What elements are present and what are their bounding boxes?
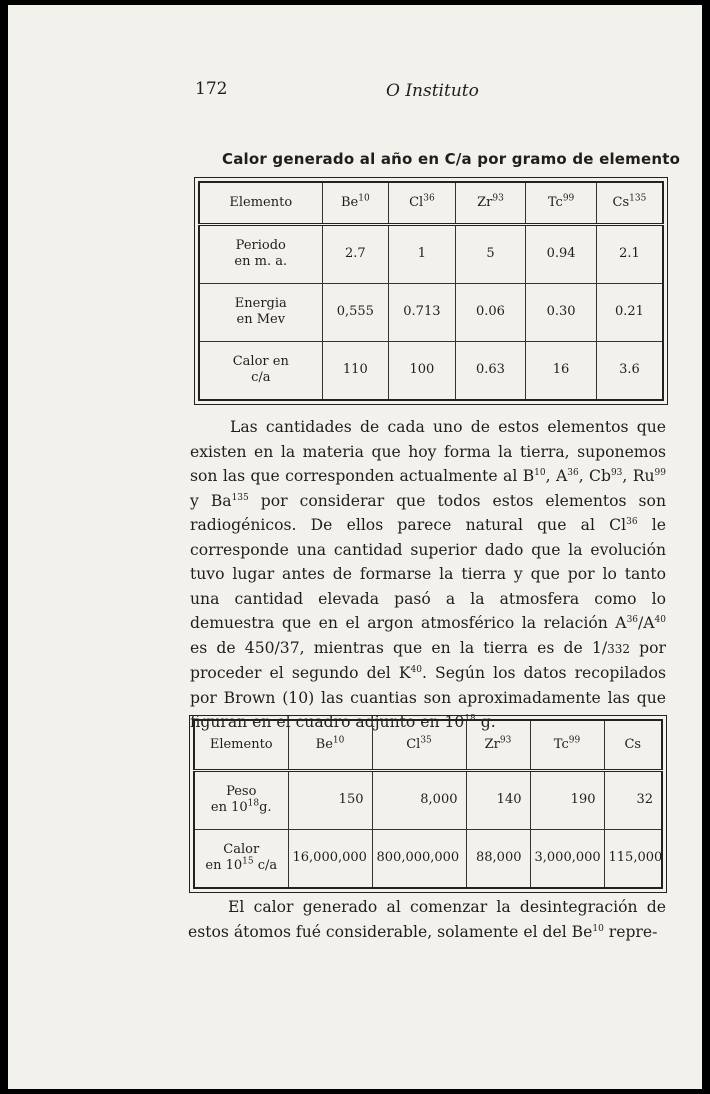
- page-header: [8, 79, 702, 103]
- row-label: Periodo en m. a.: [199, 224, 322, 283]
- cell: 110: [322, 341, 389, 400]
- table1-col-zr: Zr$^{93}$: [455, 182, 526, 224]
- cell: 2.7: [322, 224, 389, 283]
- table-row: [199, 283, 663, 341]
- document-page: [8, 5, 702, 1089]
- cell: 0.63: [455, 341, 526, 400]
- table-row: [199, 224, 663, 283]
- row-label: Calor en $10^{15}$ c/a: [194, 829, 288, 888]
- cell: 32: [604, 770, 662, 829]
- cell: 2.1: [596, 224, 663, 283]
- cell: 100: [389, 341, 456, 400]
- table-row: [194, 829, 662, 888]
- table1-caption: Calor generado al año en C/a por gramo de elemento: [222, 150, 681, 168]
- page-number: 172: [195, 79, 228, 99]
- cell: 16: [526, 341, 597, 400]
- table2: [189, 715, 667, 893]
- cell: 88,000: [466, 829, 530, 888]
- cell: 150: [288, 770, 372, 829]
- table1-col-be: Be$^{10}$: [322, 182, 389, 224]
- cell: 190: [530, 770, 604, 829]
- table-row: [194, 770, 662, 829]
- cell: 5: [455, 224, 526, 283]
- cell: 0.06: [455, 283, 526, 341]
- cell: 800,000,000: [372, 829, 466, 888]
- cell: 3.6: [596, 341, 663, 400]
- cell: 1: [389, 224, 456, 283]
- row-label: Energia en Mev: [199, 283, 322, 341]
- running-title: O Instituto: [386, 81, 479, 101]
- table2-header-label: Elemento: [194, 720, 288, 770]
- table2-col-cl: Cl$^{35}$: [372, 720, 466, 770]
- body-paragraph-2: El calor generado al comenzar la desintegración de estos átomos fué considerable, solamente el del Be$^{10}$ repre-: [188, 898, 666, 941]
- cell: 0,555: [322, 283, 389, 341]
- table2-col-tc: Tc$^{99}$: [530, 720, 604, 770]
- cell: 0.713: [389, 283, 456, 341]
- table1: [194, 177, 668, 405]
- table1-header-row: [199, 182, 663, 224]
- table2-header-row: [194, 720, 662, 770]
- cell: 8,000: [372, 770, 466, 829]
- row-label: Peso en $10^{18}g$.: [194, 770, 288, 829]
- table-row: [199, 341, 663, 400]
- body-paragraph-1: Las cantidades de cada uno de estos elementos que existen en la materia que hoy forma la tierra, suponemos son las que corresponden actualmente al $B^{10}$, $A^{36}$, Cb$^{93}$, Ru$^{99}$ y Ba$^{135}$ por considerar que todos estos elementos son radiogénicos. De ellos parece natural que al Cl$^{36}$ le corresponde una cantidad superior dado que la evolución tuvo lugar antes de formarse la tierra y que por lo tanto una cantidad elevada pasó a la atmosfera como lo demuestra que en el argon atmosférico la relación $A^{36}/A^{40}$ es de 450/37, mientras que en la tierra es de 1/332 por proceder el segundo del $K^{40}$. Según los datos recopilados por Brown (10) las cuantias son aproximadamente las que figuran en el cuadro adjunto en $10^{18}$ g.: [190, 418, 666, 731]
- table1-col-tc: Tc$^{99}$: [526, 182, 597, 224]
- cell: 0.94: [526, 224, 597, 283]
- table1-col-cs: Cs$^{135}$: [596, 182, 663, 224]
- cell: 16,000,000: [288, 829, 372, 888]
- table1-header-label: Elemento: [199, 182, 322, 224]
- table1-col-cl: Cl$^{36}$: [389, 182, 456, 224]
- table2-col-be: Be$^{10}$: [288, 720, 372, 770]
- cell: 140: [466, 770, 530, 829]
- cell: 0.21: [596, 283, 663, 341]
- table2-col-zr: Zr$^{93}$: [466, 720, 530, 770]
- cell: 0.30: [526, 283, 597, 341]
- cell: 115,000: [604, 829, 662, 888]
- row-label: Calor en c/a: [199, 341, 322, 400]
- cell: 3,000,000: [530, 829, 604, 888]
- table2-col-cs: Cs: [604, 720, 662, 770]
